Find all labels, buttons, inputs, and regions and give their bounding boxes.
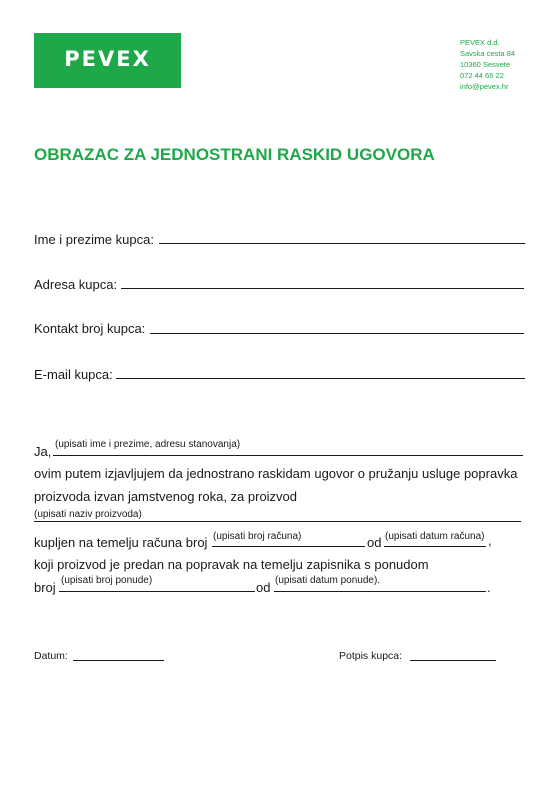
company-name: PEVEX d.d. xyxy=(460,38,500,47)
od-text-2: od xyxy=(256,580,271,595)
invoice-date-hint: (upisati datum računa) xyxy=(385,531,485,542)
comma-text: , xyxy=(488,533,492,548)
name-label: Ime i prezime kupca: xyxy=(34,232,154,247)
invoice-date-line[interactable] xyxy=(384,546,486,547)
signature-label: Potpis kupca: xyxy=(339,650,403,662)
product-hint: (upisati naziv proizvoda) xyxy=(34,509,142,520)
offer-date-line[interactable] xyxy=(274,591,486,592)
offer-number-line[interactable] xyxy=(59,591,255,592)
ja-hint: (upisati ime i prezime, adresu stanovanja) xyxy=(55,439,241,450)
email-label: E-mail kupca: xyxy=(34,367,113,382)
phone-label: Kontakt broj kupca: xyxy=(34,321,146,336)
pevex-logo xyxy=(34,33,181,88)
invoice-number-hint: (upisati broj računa) xyxy=(213,531,302,542)
broj-text: broj xyxy=(34,580,56,595)
invoice-number-line[interactable] xyxy=(212,546,365,547)
name-input-line[interactable] xyxy=(159,243,525,244)
company-street: Savska cesta 84 xyxy=(460,49,516,58)
company-info xyxy=(460,37,515,92)
purchased-text: kupljen na temelju računa broj xyxy=(34,535,208,550)
company-email: info@pevex.hr xyxy=(460,82,509,91)
ja-text: Ja, xyxy=(34,444,52,459)
offer-number-hint: (upisati broj ponude) xyxy=(61,575,153,586)
period-text: . xyxy=(487,580,491,595)
date-input-line[interactable] xyxy=(73,660,164,661)
phone-input-line[interactable] xyxy=(150,333,524,334)
logo-text: PEVEX xyxy=(64,47,151,71)
address-input-line[interactable] xyxy=(121,288,524,289)
address-label: Adresa kupca: xyxy=(34,277,118,292)
email-input-line[interactable] xyxy=(116,378,525,379)
product-input-line[interactable] xyxy=(34,521,521,522)
form-title: OBRAZAC ZA JEDNOSTRANI RASKID UGOVORA xyxy=(34,145,435,164)
ja-input-line[interactable] xyxy=(53,455,523,456)
company-phone: 072 44 66 22 xyxy=(460,71,504,80)
od-text-1: od xyxy=(367,535,382,550)
signature-input-line[interactable] xyxy=(410,660,496,661)
repair-line-text: koji proizvod je predan na popravak na temelju zapisnika s ponudom xyxy=(34,557,429,572)
statement-line-1: ovim putem izjavljujem da jednostrano raskidam ugovor o pružanju usluge popravka xyxy=(34,466,518,481)
statement-line-2: proizvoda izvan jamstvenog roka, za proizvod xyxy=(34,489,298,504)
company-city: 10360 Sesvete xyxy=(460,60,511,69)
offer-date-hint: (upisati datum ponude). xyxy=(275,575,381,586)
date-label: Datum: xyxy=(34,650,68,662)
